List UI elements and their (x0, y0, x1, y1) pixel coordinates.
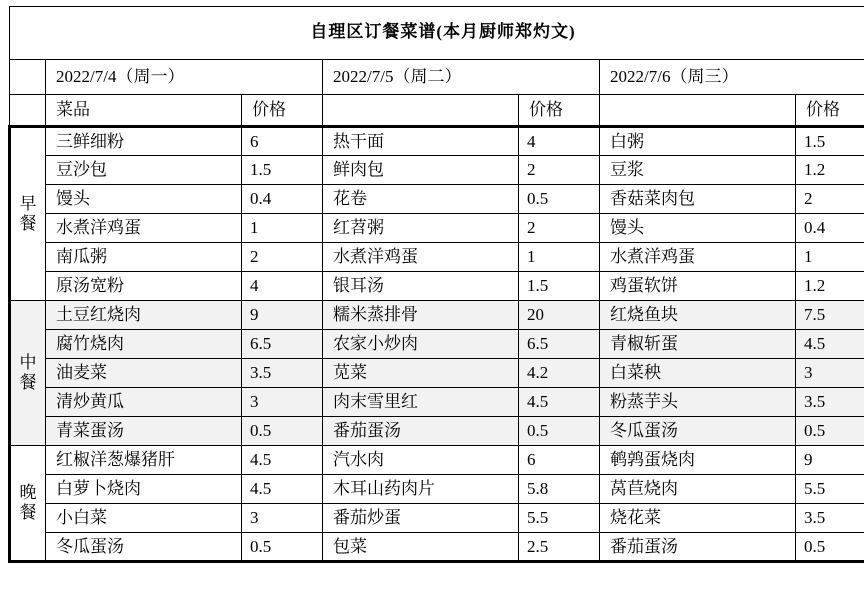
dish-cell: 小白菜 (46, 504, 242, 533)
title-row (10, 7, 864, 60)
table-row (10, 446, 864, 475)
dish-cell: 汽水肉 (323, 446, 519, 475)
dish-cell: 莴苣烧肉 (600, 475, 796, 504)
dish-cell: 冬瓜蛋汤 (600, 417, 796, 446)
dish-cell: 油麦菜 (46, 359, 242, 388)
price-cell: 4 (242, 272, 323, 301)
table-row (10, 301, 864, 330)
meal-label-dinner-char-1: 晚 (19, 483, 37, 503)
price-cell: 3 (242, 388, 323, 417)
price-cell: 5.5 (519, 504, 600, 533)
price-cell: 3.5 (796, 504, 864, 533)
header-meal (10, 95, 46, 127)
dish-cell: 苋菜 (323, 359, 519, 388)
dish-cell: 豆浆 (600, 156, 796, 185)
table-row (10, 330, 864, 359)
meal-label-lunch-char-1: 中 (19, 353, 37, 373)
date-monday: 2022/7/4（周一） (46, 60, 323, 95)
price-cell: 3.5 (242, 359, 323, 388)
page-title: 自理区订餐菜谱(本月厨师郑灼文) (10, 7, 864, 60)
table-row (10, 156, 864, 185)
dish-cell: 粉蒸芋头 (600, 388, 796, 417)
price-cell: 2 (242, 243, 323, 272)
menu-table (8, 6, 864, 563)
dish-cell: 白萝卜烧肉 (46, 475, 242, 504)
meal-label-lunch (10, 301, 46, 446)
price-cell: 0.5 (242, 533, 323, 562)
price-cell: 1.2 (796, 272, 864, 301)
price-cell: 4.5 (519, 388, 600, 417)
price-cell: 2 (519, 156, 600, 185)
price-cell: 3 (796, 359, 864, 388)
price-cell: 3.5 (796, 388, 864, 417)
date-row-spacer (10, 60, 46, 95)
header-dish-3 (600, 95, 796, 127)
dish-cell: 南瓜粥 (46, 243, 242, 272)
table-row (10, 504, 864, 533)
dish-cell: 包菜 (323, 533, 519, 562)
dish-cell: 香菇菜肉包 (600, 185, 796, 214)
dish-cell: 鸡蛋软饼 (600, 272, 796, 301)
price-cell: 0.5 (796, 417, 864, 446)
column-header-row (10, 95, 864, 127)
dish-cell: 糯米蒸排骨 (323, 301, 519, 330)
price-cell: 9 (242, 301, 323, 330)
dish-cell: 豆沙包 (46, 156, 242, 185)
dish-cell: 青菜蛋汤 (46, 417, 242, 446)
meal-label-breakfast-char-1: 早 (19, 194, 37, 214)
dish-cell: 鹌鹑蛋烧肉 (600, 446, 796, 475)
dish-cell: 番茄蛋汤 (600, 533, 796, 562)
price-cell: 6.5 (242, 330, 323, 359)
table-row (10, 272, 864, 301)
dish-cell: 红苕粥 (323, 214, 519, 243)
meal-label-dinner (10, 446, 46, 562)
date-wednesday: 2022/7/6（周三） (600, 60, 864, 95)
table-row (10, 417, 864, 446)
dish-cell: 青椒斩蛋 (600, 330, 796, 359)
header-price-2: 价格 (519, 95, 600, 127)
header-dish-2 (323, 95, 519, 127)
dish-cell: 水煮洋鸡蛋 (323, 243, 519, 272)
table-row (10, 214, 864, 243)
price-cell: 5.8 (519, 475, 600, 504)
dish-cell: 冬瓜蛋汤 (46, 533, 242, 562)
dish-cell: 木耳山药肉片 (323, 475, 519, 504)
dish-cell: 水煮洋鸡蛋 (600, 243, 796, 272)
price-cell: 0.4 (796, 214, 864, 243)
dish-cell: 馒头 (46, 185, 242, 214)
dish-cell: 农家小炒肉 (323, 330, 519, 359)
price-cell: 1 (796, 243, 864, 272)
price-cell: 1 (519, 243, 600, 272)
dish-cell: 番茄炒蛋 (323, 504, 519, 533)
price-cell: 4.2 (519, 359, 600, 388)
dish-cell: 鲜肉包 (323, 156, 519, 185)
date-row (10, 60, 864, 95)
dish-cell: 三鲜细粉 (46, 127, 242, 156)
price-cell: 2 (519, 214, 600, 243)
table-row (10, 533, 864, 562)
price-cell: 4.5 (242, 446, 323, 475)
price-cell: 20 (519, 301, 600, 330)
dish-cell: 土豆红烧肉 (46, 301, 242, 330)
meal-label-breakfast (10, 127, 46, 301)
price-cell: 0.5 (796, 533, 864, 562)
table-row (10, 388, 864, 417)
price-cell: 7.5 (796, 301, 864, 330)
dish-cell: 烧花菜 (600, 504, 796, 533)
price-cell: 6 (519, 446, 600, 475)
dish-cell: 热干面 (323, 127, 519, 156)
dish-cell: 水煮洋鸡蛋 (46, 214, 242, 243)
price-cell: 0.5 (519, 417, 600, 446)
price-cell: 5.5 (796, 475, 864, 504)
price-cell: 6 (242, 127, 323, 156)
price-cell: 1.5 (796, 127, 864, 156)
price-cell: 6.5 (519, 330, 600, 359)
dish-cell: 红烧鱼块 (600, 301, 796, 330)
dish-cell: 腐竹烧肉 (46, 330, 242, 359)
dish-cell: 馒头 (600, 214, 796, 243)
price-cell: 2.5 (519, 533, 600, 562)
header-price-3: 价格 (796, 95, 864, 127)
price-cell: 0.4 (242, 185, 323, 214)
header-price-1: 价格 (242, 95, 323, 127)
dish-cell: 花卷 (323, 185, 519, 214)
date-tuesday: 2022/7/5（周二） (323, 60, 600, 95)
meal-label-lunch-char-2: 餐 (19, 373, 37, 392)
price-cell: 1.5 (242, 156, 323, 185)
table-row (10, 185, 864, 214)
dish-cell: 银耳汤 (323, 272, 519, 301)
price-cell: 3 (242, 504, 323, 533)
price-cell: 1.2 (796, 156, 864, 185)
price-cell: 0.5 (242, 417, 323, 446)
price-cell: 4.5 (242, 475, 323, 504)
meal-label-dinner-char-2: 餐 (19, 503, 37, 522)
price-cell: 0.5 (519, 185, 600, 214)
price-cell: 4.5 (796, 330, 864, 359)
dish-cell: 番茄蛋汤 (323, 417, 519, 446)
dish-cell: 原汤宽粉 (46, 272, 242, 301)
header-dish-1: 菜品 (46, 95, 242, 127)
table-row (10, 127, 864, 156)
price-cell: 1.5 (519, 272, 600, 301)
price-cell: 2 (796, 185, 864, 214)
dish-cell: 红椒洋葱爆猪肝 (46, 446, 242, 475)
meal-label-breakfast-char-2: 餐 (19, 214, 37, 233)
table-row (10, 243, 864, 272)
table-row (10, 359, 864, 388)
dish-cell: 肉末雪里红 (323, 388, 519, 417)
dish-cell: 清炒黄瓜 (46, 388, 242, 417)
price-cell: 1 (242, 214, 323, 243)
dish-cell: 白菜秧 (600, 359, 796, 388)
dish-cell: 白粥 (600, 127, 796, 156)
table-row (10, 475, 864, 504)
price-cell: 4 (519, 127, 600, 156)
price-cell: 9 (796, 446, 864, 475)
